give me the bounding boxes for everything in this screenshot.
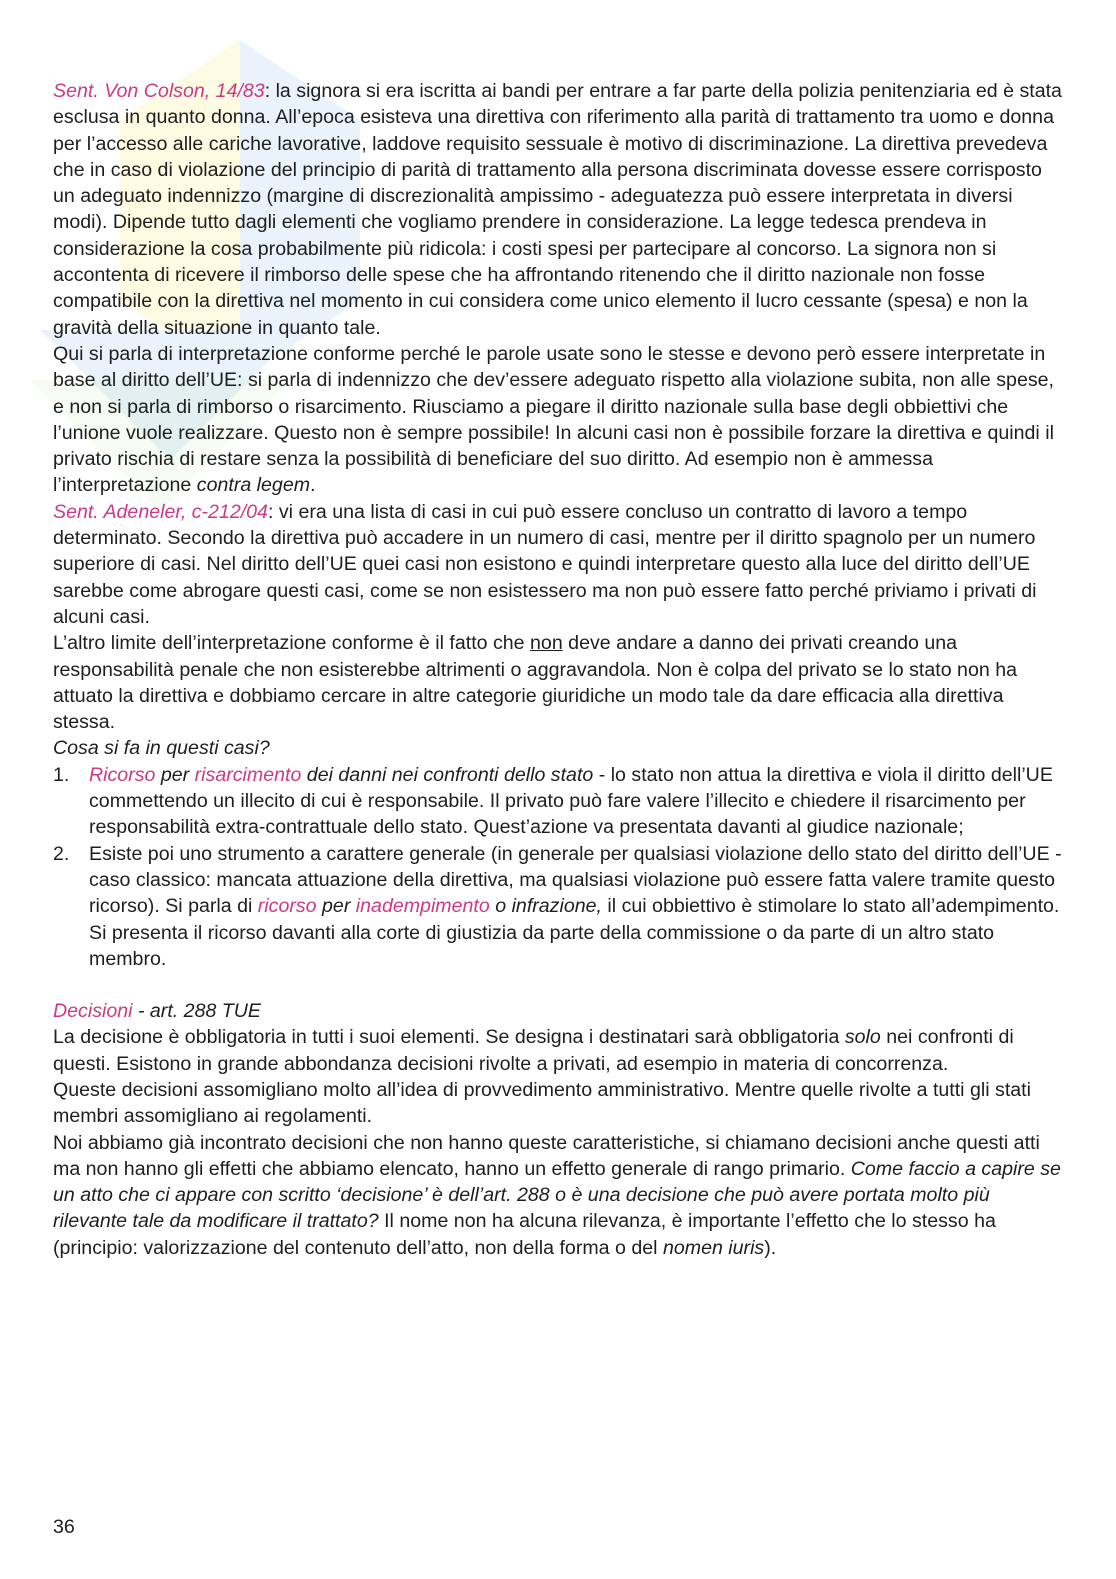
paragraph-limite: L’altro limite dell’interpretazione conforme è il fatto che non deve andare a danno dei privati creando una responsabilità penale che non esisterebbe altrimenti o aggravandola. Non è colpa del privato se lo stato non ha attuato la direttiva e dobbiamo cercare in altre categorie giuridiche un modo tale da dare efficacia alla direttiva stessa.	[53, 632, 1017, 734]
page-number: 36	[53, 1516, 75, 1538]
case-reference-adeneler: Sent. Adeneler, c-212/04	[53, 500, 268, 523]
question-line: Cosa si fa in questi casi?	[53, 737, 270, 760]
case-reference-von-colson: Sent. Von Colson, 14/83	[53, 80, 265, 102]
list-item: 2. Esiste poi uno strumento a carattere generale (in generale per qualsiasi violazione dello stato del diritto dell’UE - caso classico: mancata attuazione della direttiva, ma qualsiasi violazione può essere fatta valere tramite questo ricorso). Si parla di ricorso per inadempimento o infrazione, il cui obbiettivo è stimolare lo stato all’adempimento. Si presenta il ricorso davanti alla corte di giustizia da parte della commissione o da parte di un altro stato membro.	[53, 842, 1062, 970]
remedies-list	[53, 762, 1063, 972]
section-heading: Decisioni - art. 288 TUE	[53, 1000, 261, 1023]
paragraph-decisioni-primarie: Noi abbiamo già incontrato decisioni che non hanno queste caratteristiche, si chiamano decisioni anche questi atti ma non hanno gli effetti che abbiamo elencato, hanno un effetto generale di rango primario. Come faccio a capire se un atto che ci appare con scritto ‘decisione’ è dell’art. 288 o è una decisione che può avere portata molto più rilevante tale da modificare il trattato? Il nome non ha alcuna rilevanza, è importante l’effetto che lo stesso ha (principio: valorizzazione del contenuto dell’atto, non della forma o del nomen iuris).	[53, 1131, 1061, 1259]
page-content	[53, 78, 1063, 1261]
paragraph-provvedimento: Queste decisioni assomigliano molto all’idea di provvedimento amministrativo. Mentre quelle rivolte a tutti gli stati membri assomigliano ai regolamenti.	[53, 1078, 1031, 1128]
paragraph-von-colson: Sent. Von Colson, 14/83: la signora si era iscritta ai bandi per entrare a far parte della polizia penitenziaria ed è stata esclusa in quanto donna. All’epoca esisteva una direttiva con riferimento alla parità di trattamento tra uomo e donna per l’accesso alle cariche lavorative, laddove requisito sessuale è motivo di discriminazione. La direttiva prevedeva che in caso di violazione del principio di parità di trattamento alla persona discriminata dovesse essere corrisposto un adeguato indennizzo (margine di discrezionalità ampissimo - adeguatezza può essere interpretata in diversi modi). Dipende tutto dagli elementi che vogliamo prendere in considerazione. La legge tedesca prendeva in considerazione la cosa probabilmente più ridicola: i costi spesi per partecipare al concorso. La signora non si accontenta di ricevere il rimborso delle spese che ha affrontando ritenendo che il diritto nazionale non fosse compatibile con la direttiva nel momento in cui considera come unico elemento il lucro cessante (spesa) e non la gravità della situazione in quanto tale.	[53, 80, 1062, 339]
paragraph-interpretazione-conforme: Qui si parla di interpretazione conforme perché le parole usate sono le stesse e devono però essere interpretate in base al diritto dell’UE: si parla di indennizzo che dev’essere adeguato rispetto alla violazione subita, non alle spese, e non si parla di rimborso o risarcimento. Riusciamo a piegare il diritto nazionale sulla base degli obbiettivi che l’unione vuole realizzare. Questo non è sempre possibile! In alcuni casi non è possibile forzare la direttiva e quindi il privato rischia di restare senza la possibilità di beneficiare del suo diritto. Ad esempio non è ammessa l’interpretazione contra legem.	[53, 342, 1054, 497]
section-spacer	[53, 972, 1063, 998]
paragraph-decisione: La decisione è obbligatoria in tutti i suoi elementi. Se designa i destinatari sarà obbligatoria solo nei confronti di questi. Esistono in grande abbondanza decisioni rivolte a privati, ad esempio in materia di concorrenza.	[53, 1026, 1014, 1075]
list-item: 1. Ricorso per risarcimento dei danni nei confronti dello stato - lo stato non attua la direttiva e viola il diritto dell’UE commettendo un illecito di cui è responsabile. Il privato può fare valere l’illecito e chiedere il risarcimento per responsabilità extra-contrattuale dello stato. Quest’azione va presentata davanti al giudice nazionale;	[53, 763, 1053, 839]
paragraph-adeneler: Sent. Adeneler, c-212/04: vi era una lista di casi in cui può essere concluso un contratto di lavoro a tempo determinato. Secondo la direttiva può accadere in un numero di casi, mentre per il diritto spagnolo per un numero superiore di casi. Nel diritto dell’UE quei casi non esistono e quindi interpretare questo alla luce del diritto dell’UE sarebbe come abrogare questi casi, come se non esistessero ma non può essere fatto perché priviamo i privati di alcuni casi.	[53, 500, 1037, 628]
